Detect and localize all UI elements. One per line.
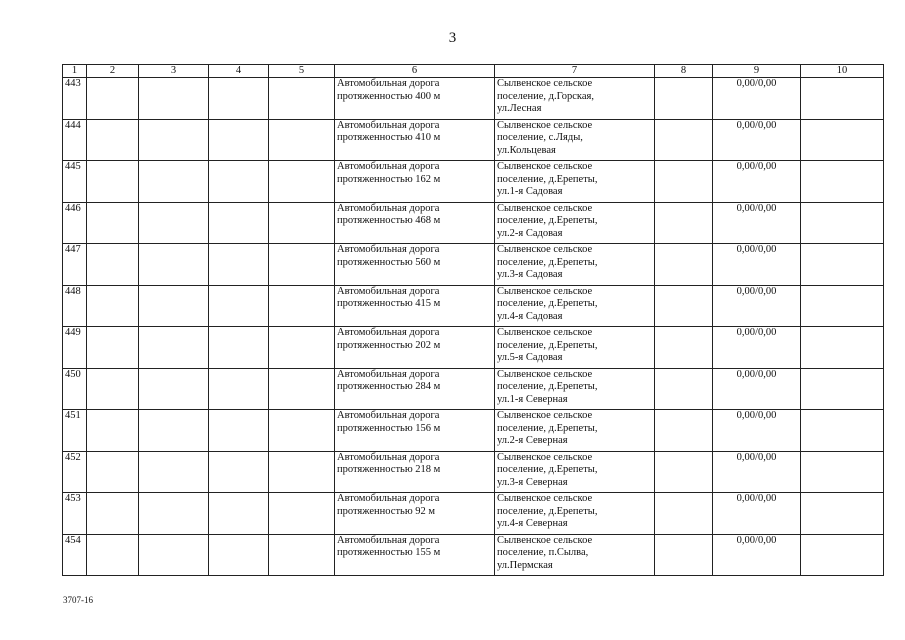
empty-cell-col-8 (655, 493, 713, 535)
empty-cell-col-4 (209, 493, 269, 535)
address-line: ул.4-я Северная (497, 518, 568, 529)
empty-cell-col-5 (269, 327, 335, 369)
empty-cell-col-2 (87, 78, 139, 120)
column-header: 6 (335, 65, 495, 78)
row-number-cell: 443 (63, 78, 87, 120)
table-row (63, 451, 884, 493)
empty-cell-col-8 (655, 327, 713, 369)
empty-cell-col-10 (801, 119, 884, 161)
empty-cell-col-4 (209, 202, 269, 244)
header-row (63, 65, 884, 78)
empty-cell-col-10 (801, 451, 884, 493)
value-cell: 0,00/0,00 (713, 327, 801, 369)
address-line: поселение, д.Ерепеты, (497, 422, 598, 434)
empty-cell-col-5 (269, 368, 335, 410)
object-name-line: Автомобильная дорога (337, 327, 440, 338)
empty-cell-col-2 (87, 285, 139, 327)
value-cell: 0,00/0,00 (713, 244, 801, 286)
address-line: ул.Лесная (497, 103, 542, 114)
empty-cell-col-2 (87, 368, 139, 410)
address-line: ул.Кольцевая (497, 144, 556, 156)
table-row (63, 78, 884, 120)
empty-cell-col-8 (655, 534, 713, 576)
empty-cell-col-8 (655, 202, 713, 244)
value-cell: 0,00/0,00 (713, 161, 801, 203)
object-name-line: Автомобильная дорога (337, 285, 440, 297)
object-name-cell (335, 493, 495, 535)
table-row (63, 534, 884, 576)
address-cell (495, 368, 655, 410)
empty-cell-col-4 (209, 78, 269, 120)
empty-cell-col-4 (209, 119, 269, 161)
empty-cell-col-3 (139, 285, 209, 327)
object-name-line: протяженностью 415 м (337, 298, 441, 309)
column-header: 8 (655, 65, 713, 78)
object-name-cell (335, 285, 495, 327)
object-name-cell (335, 244, 495, 286)
address-line: поселение, д.Ерепеты, (497, 215, 598, 226)
row-number-cell: 451 (63, 410, 87, 452)
object-name-line: Автомобильная дорога (337, 161, 440, 172)
address-line: ул.4-я Садовая (497, 310, 563, 322)
empty-cell-col-3 (139, 451, 209, 493)
column-header: 4 (209, 65, 269, 78)
address-cell (495, 451, 655, 493)
empty-cell-col-5 (269, 244, 335, 286)
empty-cell-col-5 (269, 78, 335, 120)
row-number-cell: 452 (63, 451, 87, 493)
address-line: Сылвенское сельское (497, 119, 593, 131)
address-line: Сылвенское сельское (497, 410, 593, 421)
empty-cell-col-8 (655, 410, 713, 452)
address-line: Сылвенское сельское (497, 78, 593, 89)
address-cell (495, 119, 655, 161)
object-name-cell (335, 534, 495, 576)
empty-cell-col-3 (139, 78, 209, 120)
address-line: поселение, п.Сылва, (497, 547, 589, 558)
address-line: ул.Пермская (497, 559, 553, 571)
empty-cell-col-8 (655, 285, 713, 327)
value-cell: 0,00/0,00 (713, 534, 801, 576)
table-row (63, 368, 884, 410)
empty-cell-col-3 (139, 410, 209, 452)
empty-cell-col-5 (269, 161, 335, 203)
object-name-line: Автомобильная дорога (337, 534, 440, 546)
value-cell: 0,00/0,00 (713, 451, 801, 493)
table-row (63, 493, 884, 535)
value-cell: 0,00/0,00 (713, 78, 801, 120)
empty-cell-col-3 (139, 161, 209, 203)
page-number: 3 (448, 30, 457, 46)
empty-cell-col-10 (801, 410, 884, 452)
object-name-line: протяженностью 218 м (337, 464, 441, 475)
object-name-line: протяженностью 156 м (337, 422, 441, 434)
address-cell (495, 285, 655, 327)
empty-cell-col-5 (269, 410, 335, 452)
table-row (63, 119, 884, 161)
row-number-cell: 454 (63, 534, 87, 576)
object-name-cell (335, 327, 495, 369)
value-cell: 0,00/0,00 (713, 493, 801, 535)
empty-cell-col-2 (87, 534, 139, 576)
empty-cell-col-8 (655, 119, 713, 161)
column-header: 2 (87, 65, 139, 78)
empty-cell-col-10 (801, 327, 884, 369)
object-name-line: протяженностью 284 м (337, 381, 441, 392)
column-header: 7 (495, 65, 655, 78)
address-cell (495, 161, 655, 203)
row-number-cell: 445 (63, 161, 87, 203)
value-cell: 0,00/0,00 (713, 119, 801, 161)
address-line: ул.2-я Северная (497, 435, 568, 446)
empty-cell-col-4 (209, 285, 269, 327)
object-name-line: протяженностью 155 м (337, 547, 441, 558)
address-line: ул.1-я Северная (497, 393, 568, 405)
empty-cell-col-10 (801, 368, 884, 410)
object-name-cell (335, 119, 495, 161)
column-header: 1 (63, 65, 87, 78)
table-body (63, 78, 884, 576)
column-header: 9 (713, 65, 801, 78)
object-name-line: Автомобильная дорога (337, 451, 440, 463)
object-name-line: протяженностью 468 м (337, 215, 441, 226)
address-line: Сылвенское сельское (497, 202, 593, 214)
empty-cell-col-5 (269, 119, 335, 161)
table-row (63, 202, 884, 244)
table-row (63, 285, 884, 327)
column-header: 5 (269, 65, 335, 78)
address-cell (495, 244, 655, 286)
object-name-line: протяженностью 410 м (337, 132, 441, 143)
address-cell (495, 493, 655, 535)
object-name-line: Автомобильная дорога (337, 78, 440, 89)
address-line: Сылвенское сельское (497, 493, 593, 504)
address-cell (495, 202, 655, 244)
empty-cell-col-4 (209, 244, 269, 286)
empty-cell-col-3 (139, 534, 209, 576)
empty-cell-col-4 (209, 451, 269, 493)
empty-cell-col-4 (209, 327, 269, 369)
address-line: поселение, д.Ерепеты, (497, 256, 598, 268)
address-line: ул.1-я Садовая (497, 186, 563, 197)
empty-cell-col-3 (139, 327, 209, 369)
value-cell: 0,00/0,00 (713, 285, 801, 327)
empty-cell-col-8 (655, 368, 713, 410)
object-name-line: Автомобильная дорога (337, 410, 440, 421)
object-name-line: протяженностью 400 м (337, 90, 441, 102)
address-line: Сылвенское сельское (497, 327, 593, 338)
value-cell: 0,00/0,00 (713, 202, 801, 244)
empty-cell-col-2 (87, 244, 139, 286)
row-number-cell: 449 (63, 327, 87, 369)
object-name-cell (335, 161, 495, 203)
empty-cell-col-3 (139, 493, 209, 535)
address-line: Сылвенское сельское (497, 244, 593, 255)
empty-cell-col-4 (209, 410, 269, 452)
address-line: Сылвенское сельское (497, 285, 593, 297)
object-name-line: протяженностью 202 м (337, 339, 441, 351)
object-name-cell (335, 368, 495, 410)
empty-cell-col-2 (87, 493, 139, 535)
empty-cell-col-3 (139, 202, 209, 244)
empty-cell-col-5 (269, 534, 335, 576)
table-row (63, 410, 884, 452)
empty-cell-col-5 (269, 493, 335, 535)
table-row (63, 327, 884, 369)
address-cell (495, 534, 655, 576)
address-line: поселение, д.Ерепеты, (497, 173, 598, 185)
row-number-cell: 453 (63, 493, 87, 535)
document-code: 3707-16 (63, 595, 93, 605)
empty-cell-col-10 (801, 285, 884, 327)
value-cell: 0,00/0,00 (713, 410, 801, 452)
address-line: поселение, д.Ерепеты, (497, 298, 598, 309)
empty-cell-col-5 (269, 451, 335, 493)
object-name-cell (335, 78, 495, 120)
object-name-cell (335, 410, 495, 452)
address-line: ул.5-я Садовая (497, 352, 563, 363)
row-number-cell: 450 (63, 368, 87, 410)
address-line: поселение, д.Горская, (497, 90, 594, 102)
address-line: Сылвенское сельское (497, 451, 593, 463)
empty-cell-col-2 (87, 451, 139, 493)
address-line: поселение, д.Ерепеты, (497, 505, 598, 517)
address-cell (495, 410, 655, 452)
table-row (63, 244, 884, 286)
empty-cell-col-3 (139, 244, 209, 286)
row-number-cell: 444 (63, 119, 87, 161)
object-name-line: протяженностью 560 м (337, 256, 441, 268)
column-header: 10 (801, 65, 884, 78)
address-cell (495, 327, 655, 369)
address-line: поселение, с.Ляды, (497, 132, 583, 143)
object-name-cell (335, 451, 495, 493)
address-line: ул.2-я Садовая (497, 227, 563, 239)
address-line: Сылвенское сельское (497, 534, 593, 546)
empty-cell-col-2 (87, 327, 139, 369)
empty-cell-col-8 (655, 244, 713, 286)
address-line: поселение, д.Ерепеты, (497, 464, 598, 475)
object-name-line: Автомобильная дорога (337, 493, 440, 504)
column-header: 3 (139, 65, 209, 78)
table-row (63, 161, 884, 203)
empty-cell-col-10 (801, 244, 884, 286)
address-line: Сылвенское сельское (497, 368, 593, 380)
value-cell: 0,00/0,00 (713, 368, 801, 410)
empty-cell-col-4 (209, 368, 269, 410)
empty-cell-col-10 (801, 161, 884, 203)
empty-cell-col-10 (801, 202, 884, 244)
empty-cell-col-8 (655, 451, 713, 493)
empty-cell-col-2 (87, 161, 139, 203)
empty-cell-col-2 (87, 410, 139, 452)
address-line: ул.3-я Северная (497, 476, 568, 488)
empty-cell-col-3 (139, 368, 209, 410)
row-number-cell: 447 (63, 244, 87, 286)
address-line: ул.3-я Садовая (497, 269, 563, 280)
empty-cell-col-2 (87, 119, 139, 161)
empty-cell-col-10 (801, 78, 884, 120)
empty-cell-col-8 (655, 78, 713, 120)
object-name-line: Автомобильная дорога (337, 119, 440, 131)
empty-cell-col-2 (87, 202, 139, 244)
empty-cell-col-10 (801, 493, 884, 535)
address-cell (495, 78, 655, 120)
empty-cell-col-4 (209, 161, 269, 203)
registry-table (62, 64, 884, 576)
empty-cell-col-10 (801, 534, 884, 576)
address-line: поселение, д.Ерепеты, (497, 381, 598, 392)
object-name-line: Автомобильная дорога (337, 244, 440, 255)
empty-cell-col-5 (269, 202, 335, 244)
object-name-line: Автомобильная дорога (337, 368, 440, 380)
address-line: поселение, д.Ерепеты, (497, 339, 598, 351)
object-name-line: Автомобильная дорога (337, 202, 440, 214)
address-line: Сылвенское сельское (497, 161, 593, 172)
empty-cell-col-4 (209, 534, 269, 576)
empty-cell-col-8 (655, 161, 713, 203)
empty-cell-col-5 (269, 285, 335, 327)
row-number-cell: 448 (63, 285, 87, 327)
object-name-line: протяженностью 92 м (337, 505, 436, 517)
empty-cell-col-3 (139, 119, 209, 161)
object-name-cell (335, 202, 495, 244)
object-name-line: протяженностью 162 м (337, 173, 441, 185)
row-number-cell: 446 (63, 202, 87, 244)
